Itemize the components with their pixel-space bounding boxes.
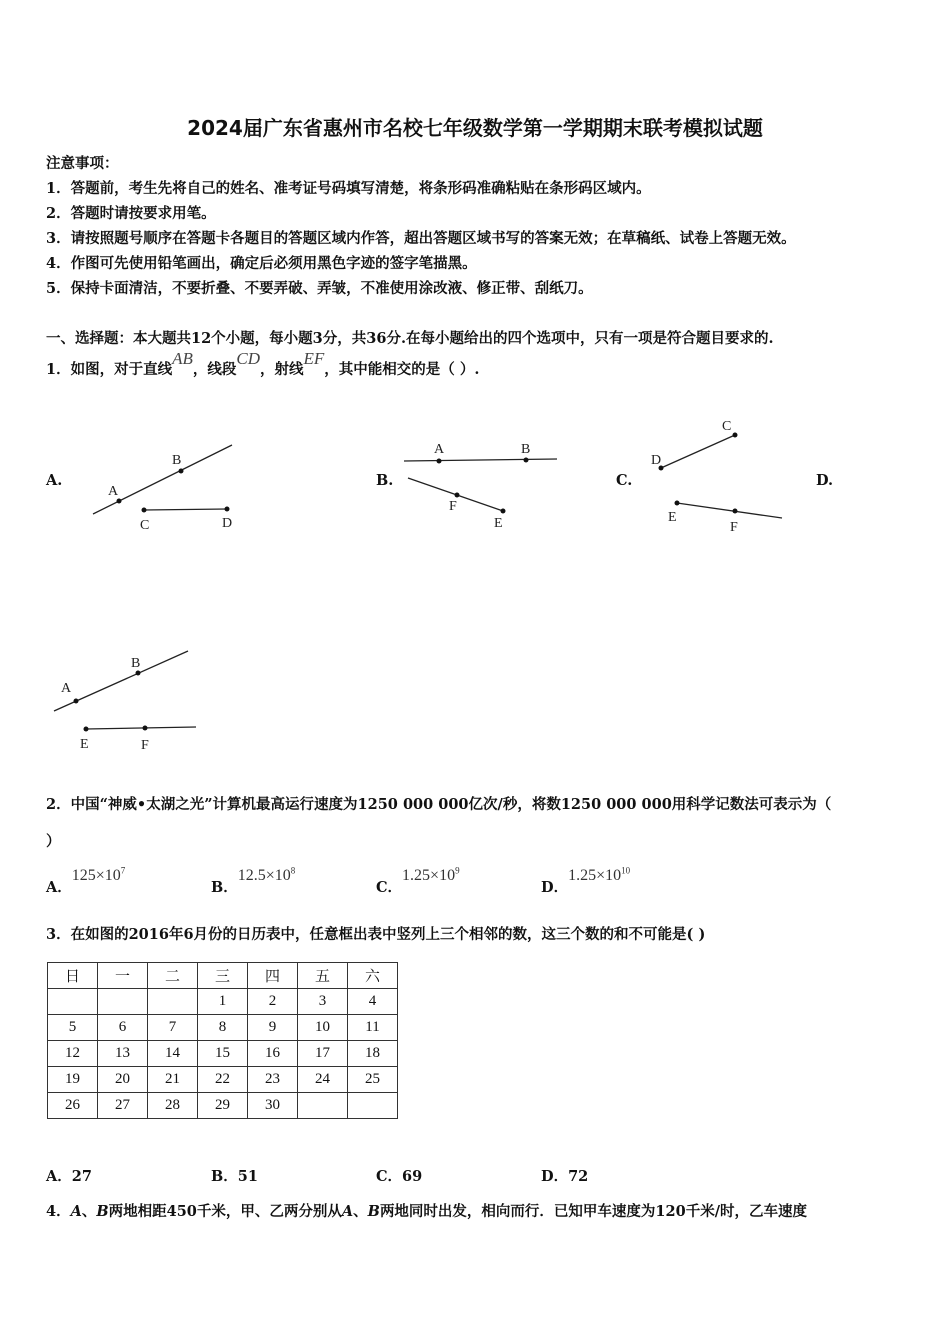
calendar-cell: 8 [198, 1015, 248, 1041]
calendar-row [48, 989, 398, 1015]
notes-heading: 注意事项： [46, 155, 119, 172]
q1-option-d: D. [816, 472, 834, 489]
figure-b [404, 442, 557, 531]
point-f-label: F [730, 520, 738, 535]
calendar-header: 日 [48, 963, 98, 989]
q2-option-c: C．$1.25\times 10^9$ [376, 865, 460, 896]
point-c-label: C [722, 419, 732, 434]
point-b-label: B [131, 656, 141, 671]
q4-point-b: B [96, 1203, 109, 1220]
q1-ray-ef: EF [303, 349, 325, 368]
calendar-cell: 6 [98, 1015, 148, 1041]
calendar-cell: 24 [298, 1067, 348, 1093]
section-heading: 一、选择题：本大题共12个小题，每小题3分，共36分.在每小题给出的四个选项中，只有一项是符合题目要求的. [46, 330, 774, 347]
calendar-header: 一 [98, 963, 148, 989]
q1-mid2: ，射线 [260, 361, 304, 378]
note-item-3: 3．请按照题号顺序在答题卡各题目的答题区域内作答，超出答题区域书写的答案无效；在草稿纸、试卷上答题无效。 [46, 230, 796, 247]
q1-option-a: A. [46, 472, 63, 489]
point-b-label: B [172, 453, 182, 468]
q4-point-a: A [70, 1203, 82, 1220]
calendar-cell [48, 989, 98, 1015]
note-item-2: 2．答题时请按要求用笔。 [46, 205, 216, 222]
q3-option-d: D．72 [541, 1168, 589, 1185]
question-1 [46, 349, 480, 379]
q2-option-b: B．$12.5\times 10^8$ [211, 865, 296, 896]
point-d-label: D [651, 453, 662, 468]
calendar-cell: 27 [98, 1093, 148, 1119]
calendar-cell: 2 [248, 989, 298, 1015]
calendar-header-row [48, 963, 398, 989]
q1-pre: 1．如图，对于直线 [46, 361, 173, 378]
question-3: 3．在如图的2016年6月份的日历表中，任意框出表中竖列上三个相邻的数，这三个数的和不可能是( ) [46, 926, 706, 943]
calendar-cell [148, 989, 198, 1015]
q1-figures [0, 400, 950, 770]
point-e-label: E [668, 510, 677, 525]
q3-option-c: C．69 [376, 1168, 423, 1185]
note-item-1: 1．答题前，考生先将自己的姓名、准考证号码填写清楚，将条形码准确粘贴在条形码区域内。 [46, 180, 651, 197]
note-item-5: 5．保持卡面清洁，不要折叠、不要弄破、弄皱，不准使用涂改液、修正带、刮纸刀。 [46, 280, 593, 297]
calendar-cell: 25 [348, 1067, 398, 1093]
calendar-cell: 30 [248, 1093, 298, 1119]
calendar-cell: 18 [348, 1041, 398, 1067]
q3-option-b: B．51 [211, 1168, 258, 1185]
calendar-cell: 10 [298, 1015, 348, 1041]
calendar-cell: 22 [198, 1067, 248, 1093]
calendar-cell: 23 [248, 1067, 298, 1093]
calendar-cell: 14 [148, 1041, 198, 1067]
point-f-label: F [141, 738, 149, 753]
question-2: 2．中国“神威•太湖之光”计算机最高运行速度为1250 000 000亿次/秒，将数1250 000 000用科学记数法可表示为（ [46, 796, 832, 813]
calendar-header: 四 [248, 963, 298, 989]
calendar-cell: 26 [48, 1093, 98, 1119]
calendar-table [47, 962, 398, 1119]
question-4: 4．A、B两地相距450千米，甲、乙两分别从A、B两地同时出发，相向而行．已知甲车速度为120千米/时，乙车速度 [46, 1203, 807, 1220]
calendar-cell: 29 [198, 1093, 248, 1119]
calendar-cell: 11 [348, 1015, 398, 1041]
q4-point-a2: A [341, 1203, 354, 1220]
q1-option-c: C. [616, 472, 633, 489]
calendar-cell: 17 [298, 1041, 348, 1067]
question-2-close: ） [46, 833, 61, 850]
calendar-row [48, 1041, 398, 1067]
calendar-cell [298, 1093, 348, 1119]
point-e-label: E [80, 737, 89, 752]
point-b-label: B [521, 442, 531, 457]
calendar-cell: 1 [198, 989, 248, 1015]
q3-option-a: A．27 [46, 1168, 92, 1185]
calendar-cell: 21 [148, 1067, 198, 1093]
point-a-label: A [434, 442, 445, 457]
calendar-cell: 7 [148, 1015, 198, 1041]
point-a-label: A [108, 484, 119, 499]
calendar-cell [98, 989, 148, 1015]
calendar-header: 三 [198, 963, 248, 989]
point-c-label: C [140, 518, 150, 533]
q1-post: ，其中能相交的是（ ）. [324, 361, 480, 378]
q1-mid1: ，线段 [192, 361, 237, 378]
calendar-header: 六 [348, 963, 398, 989]
point-e-label: E [494, 516, 503, 531]
calendar-cell: 15 [198, 1041, 248, 1067]
q2-option-a: A．$125\times 10^7$ [46, 865, 126, 896]
calendar-row [48, 1093, 398, 1119]
note-item-4: 4．作图可先使用铅笔画出，确定后必须用黑色字迹的签字笔描黑。 [46, 255, 477, 272]
figure-d [54, 651, 196, 753]
calendar-cell: 19 [48, 1067, 98, 1093]
calendar-cell: 5 [48, 1015, 98, 1041]
calendar-cell [348, 1093, 398, 1119]
calendar-cell: 28 [148, 1093, 198, 1119]
calendar-row [48, 1067, 398, 1093]
calendar-cell: 3 [298, 989, 348, 1015]
point-a-label: A [61, 681, 72, 696]
calendar-header: 五 [298, 963, 348, 989]
figure-a [93, 445, 232, 533]
page-title: 2024届广东省惠州市名校七年级数学第一学期期末联考模拟试题 [187, 116, 763, 140]
q1-segment-cd: CD [236, 349, 260, 368]
calendar-cell: 13 [98, 1041, 148, 1067]
point-d-label: D [222, 516, 233, 531]
calendar-header: 二 [148, 963, 198, 989]
calendar-cell: 16 [248, 1041, 298, 1067]
calendar-cell: 4 [348, 989, 398, 1015]
calendar-cell: 12 [48, 1041, 98, 1067]
calendar-cell: 20 [98, 1067, 148, 1093]
point-f-label: F [449, 499, 457, 514]
q1-option-b: B. [376, 472, 394, 489]
figure-c [651, 419, 782, 535]
calendar-row [48, 1015, 398, 1041]
q2-option-d: D．$1.25\times 10^{10}$ [541, 865, 631, 896]
q4-point-b2: B [367, 1203, 380, 1220]
q1-line-ab: AB [172, 349, 193, 368]
calendar-cell: 9 [248, 1015, 298, 1041]
